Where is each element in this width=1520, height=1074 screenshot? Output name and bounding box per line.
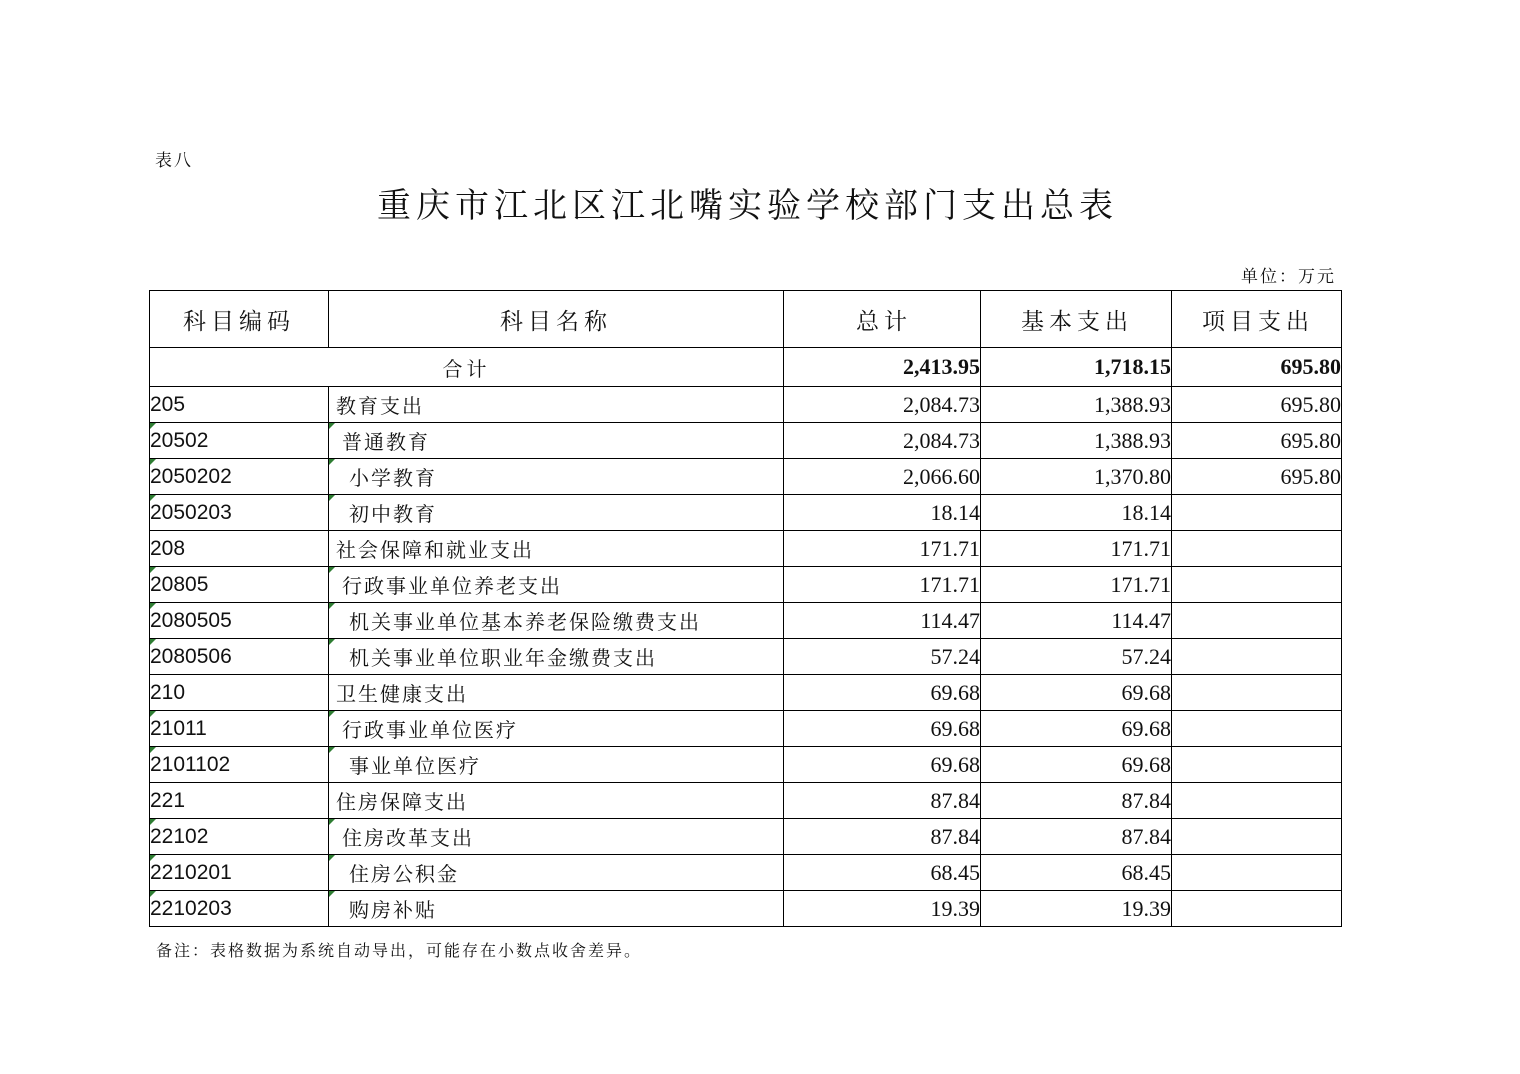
row-total	[784, 639, 981, 675]
row-name	[329, 675, 784, 711]
row-total	[784, 567, 981, 603]
row-name-text: 小学教育	[349, 466, 437, 490]
cell-marker-icon	[329, 855, 335, 861]
row-code-text: 20805	[150, 572, 209, 596]
row-project-text: 695.80	[1280, 391, 1341, 417]
row-project	[1172, 855, 1342, 891]
row-code	[150, 387, 329, 423]
row-total-text: 2,066.60	[903, 463, 980, 489]
row-total	[784, 747, 981, 783]
cell-marker-icon	[329, 495, 335, 501]
row-project	[1172, 891, 1342, 927]
row-basic-text: 171.71	[1110, 571, 1171, 597]
row-project	[1172, 531, 1342, 567]
cell-marker-icon	[329, 891, 335, 897]
total-row	[150, 348, 1342, 387]
row-basic-text: 114.47	[1111, 607, 1171, 633]
row-total	[784, 675, 981, 711]
cell-marker-icon	[150, 495, 156, 501]
table-row	[150, 711, 1342, 747]
row-basic	[981, 387, 1172, 423]
total-label: 合计	[150, 348, 784, 387]
table-header-row	[150, 291, 1342, 348]
table-row	[150, 747, 1342, 783]
row-basic-text: 69.68	[1121, 715, 1171, 741]
header-total: 总计	[784, 291, 981, 348]
row-code-text: 2210203	[150, 896, 232, 920]
row-code	[150, 495, 329, 531]
total-basic: 1,718.15	[981, 348, 1172, 387]
row-basic-text: 87.84	[1121, 823, 1171, 849]
row-name-text: 机关事业单位基本养老保险缴费支出	[349, 610, 701, 634]
row-code-text: 2101102	[150, 752, 231, 776]
row-total	[784, 819, 981, 855]
cell-marker-icon	[329, 603, 335, 609]
row-total	[784, 423, 981, 459]
header-project: 项目支出	[1172, 291, 1342, 348]
row-name	[329, 639, 784, 675]
table-row	[150, 531, 1342, 567]
row-basic-text: 69.68	[1121, 751, 1171, 777]
row-code-text: 221	[150, 788, 186, 812]
row-total-text: 2,084.73	[903, 427, 980, 453]
row-total-text: 69.68	[930, 679, 980, 705]
row-code	[150, 567, 329, 603]
row-total	[784, 495, 981, 531]
row-name-text: 住房改革支出	[342, 826, 474, 850]
row-total-text: 57.24	[930, 643, 980, 669]
row-total-text: 114.47	[920, 607, 980, 633]
row-basic-text: 57.24	[1121, 643, 1171, 669]
table-row	[150, 459, 1342, 495]
row-total-text: 171.71	[919, 535, 980, 561]
row-code	[150, 603, 329, 639]
row-code-text: 21011	[150, 716, 207, 740]
cell-marker-icon	[329, 423, 335, 429]
row-total-text: 2,084.73	[903, 391, 980, 417]
row-total	[784, 711, 981, 747]
row-basic-text: 19.39	[1121, 895, 1171, 921]
row-project	[1172, 387, 1342, 423]
row-basic	[981, 819, 1172, 855]
table-row	[150, 603, 1342, 639]
row-name	[329, 387, 784, 423]
table-row	[150, 387, 1342, 423]
row-basic	[981, 459, 1172, 495]
row-project	[1172, 459, 1342, 495]
row-name	[329, 819, 784, 855]
row-code	[150, 423, 329, 459]
row-name	[329, 567, 784, 603]
row-project	[1172, 639, 1342, 675]
table-row	[150, 855, 1342, 891]
table-row	[150, 639, 1342, 675]
row-code-text: 208	[150, 536, 186, 560]
row-code-text: 2050202	[150, 464, 232, 488]
row-total	[784, 459, 981, 495]
row-name-text: 行政事业单位养老支出	[342, 574, 562, 598]
cell-marker-icon	[329, 567, 335, 573]
row-project	[1172, 495, 1342, 531]
row-name-text: 住房公积金	[349, 862, 459, 886]
row-basic	[981, 603, 1172, 639]
cell-marker-icon	[150, 711, 156, 717]
row-project-text: 695.80	[1280, 427, 1341, 453]
row-total	[784, 783, 981, 819]
row-code	[150, 783, 329, 819]
row-code	[150, 531, 329, 567]
row-total-text: 19.39	[930, 895, 980, 921]
row-name-text: 普通教育	[342, 430, 430, 454]
row-name	[329, 531, 784, 567]
cell-marker-icon	[150, 459, 156, 465]
row-total-text: 69.68	[930, 751, 980, 777]
row-code-text: 2050203	[150, 500, 232, 524]
table-row	[150, 891, 1342, 927]
row-name	[329, 459, 784, 495]
row-name	[329, 711, 784, 747]
cell-marker-icon	[150, 819, 156, 825]
cell-marker-icon	[329, 711, 335, 717]
row-name-text: 住房保障支出	[336, 790, 468, 814]
row-code-text: 20502	[150, 428, 209, 452]
row-total	[784, 855, 981, 891]
row-project	[1172, 711, 1342, 747]
row-basic	[981, 423, 1172, 459]
row-basic	[981, 783, 1172, 819]
row-name-text: 行政事业单位医疗	[342, 718, 518, 742]
cell-marker-icon	[150, 891, 156, 897]
row-project	[1172, 423, 1342, 459]
table-row	[150, 675, 1342, 711]
row-project	[1172, 819, 1342, 855]
header-basic: 基本支出	[981, 291, 1172, 348]
row-basic	[981, 675, 1172, 711]
row-name	[329, 783, 784, 819]
row-total	[784, 891, 981, 927]
cell-marker-icon	[150, 603, 156, 609]
row-name	[329, 747, 784, 783]
row-basic-text: 87.84	[1121, 787, 1171, 813]
row-code-text: 205	[150, 392, 186, 416]
row-total-text: 87.84	[930, 787, 980, 813]
row-name-text: 机关事业单位职业年金缴费支出	[349, 646, 657, 670]
cell-marker-icon	[150, 567, 156, 573]
cell-marker-icon	[150, 747, 156, 753]
row-code	[150, 711, 329, 747]
row-code	[150, 639, 329, 675]
total-total: 2,413.95	[784, 348, 981, 387]
row-total-text: 68.45	[930, 859, 980, 885]
table-row	[150, 495, 1342, 531]
header-name: 科目名称	[329, 291, 784, 348]
row-basic	[981, 891, 1172, 927]
row-name-text: 卫生健康支出	[336, 682, 468, 706]
row-total-text: 171.71	[919, 571, 980, 597]
row-name-text: 初中教育	[349, 502, 437, 526]
row-code	[150, 459, 329, 495]
row-project	[1172, 747, 1342, 783]
row-name	[329, 495, 784, 531]
table-number-label: 表八	[155, 151, 193, 171]
cell-marker-icon	[329, 819, 335, 825]
row-code-text: 210	[150, 680, 186, 704]
row-total-text: 87.84	[930, 823, 980, 849]
page-title: 重庆市江北区江北嘴实验学校部门支出总表	[377, 186, 1118, 226]
row-basic	[981, 531, 1172, 567]
cell-marker-icon	[150, 855, 156, 861]
row-basic-text: 1,388.93	[1094, 427, 1171, 453]
row-basic-text: 1,388.93	[1094, 391, 1171, 417]
row-basic-text: 69.68	[1121, 679, 1171, 705]
row-basic	[981, 747, 1172, 783]
cell-marker-icon	[150, 639, 156, 645]
row-project	[1172, 567, 1342, 603]
row-basic	[981, 855, 1172, 891]
row-total	[784, 603, 981, 639]
row-code-text: 2080505	[150, 608, 232, 632]
table-row	[150, 819, 1342, 855]
row-name	[329, 891, 784, 927]
row-total-text: 69.68	[930, 715, 980, 741]
row-code	[150, 891, 329, 927]
unit-label: 单位：万元	[1241, 267, 1336, 287]
row-basic-text: 68.45	[1121, 859, 1171, 885]
cell-marker-icon	[150, 423, 156, 429]
table-row	[150, 567, 1342, 603]
cell-marker-icon	[329, 639, 335, 645]
row-name-text: 社会保障和就业支出	[336, 538, 534, 562]
row-basic-text: 1,370.80	[1094, 463, 1171, 489]
row-code-text: 2080506	[150, 644, 232, 668]
row-code	[150, 819, 329, 855]
row-code-text: 2210201	[150, 860, 232, 884]
row-code-text: 22102	[150, 824, 209, 848]
expense-summary-table	[149, 290, 1342, 927]
cell-marker-icon	[329, 459, 335, 465]
row-total	[784, 531, 981, 567]
row-basic-text: 171.71	[1110, 535, 1171, 561]
row-name-text: 事业单位医疗	[349, 754, 481, 778]
row-name-text: 购房补贴	[349, 898, 437, 922]
row-code	[150, 855, 329, 891]
total-project: 695.80	[1172, 348, 1342, 387]
row-basic-text: 18.14	[1121, 499, 1171, 525]
table-row	[150, 423, 1342, 459]
table-row	[150, 783, 1342, 819]
row-code	[150, 675, 329, 711]
row-project	[1172, 783, 1342, 819]
remark-note: 备注：表格数据为系统自动导出，可能存在小数点收舍差异。	[156, 941, 643, 960]
row-project	[1172, 603, 1342, 639]
cell-marker-icon	[329, 747, 335, 753]
row-total	[784, 387, 981, 423]
row-total-text: 18.14	[930, 499, 980, 525]
row-project	[1172, 675, 1342, 711]
row-name-text: 教育支出	[336, 394, 424, 418]
row-basic	[981, 639, 1172, 675]
row-project-text: 695.80	[1280, 463, 1341, 489]
row-basic	[981, 567, 1172, 603]
header-code: 科目编码	[150, 291, 329, 348]
row-basic	[981, 711, 1172, 747]
row-name	[329, 855, 784, 891]
row-basic	[981, 495, 1172, 531]
row-code	[150, 747, 329, 783]
row-name	[329, 603, 784, 639]
row-name	[329, 423, 784, 459]
